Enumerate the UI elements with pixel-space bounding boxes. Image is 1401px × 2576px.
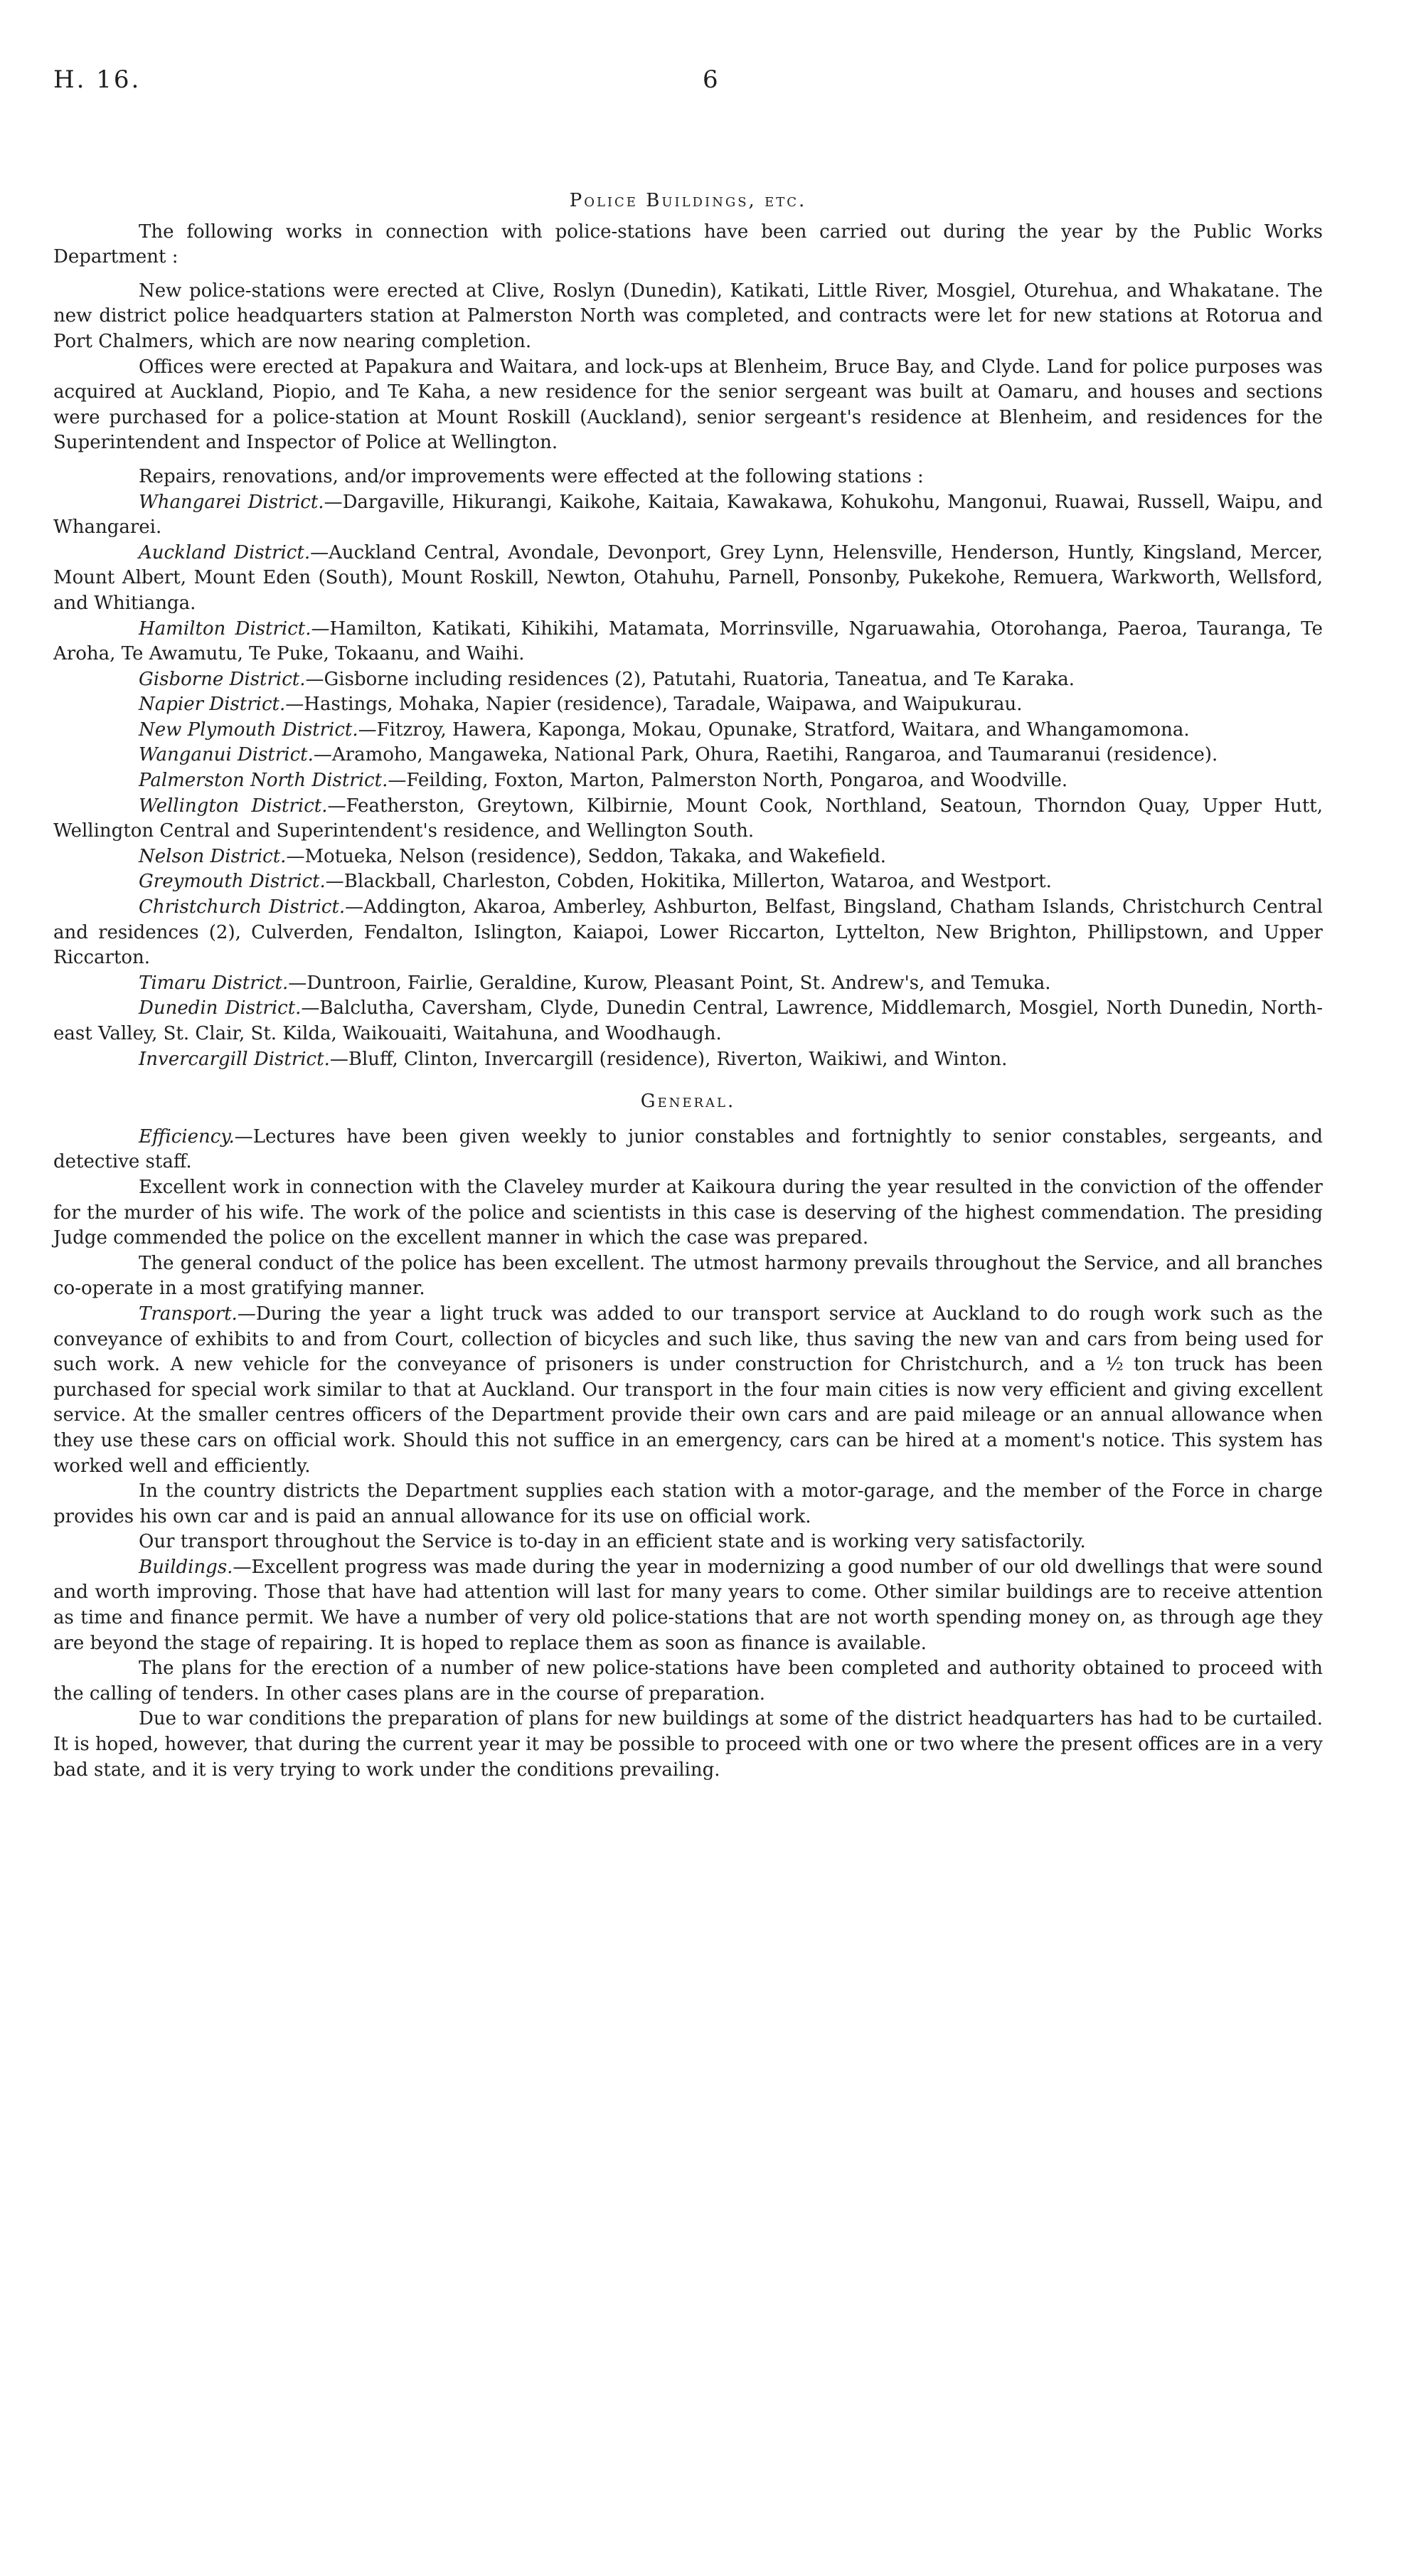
district-entry (53, 869, 1323, 895)
district-name: Invercargill District. (139, 1048, 330, 1070)
district-stations: —Fitzroy, Hawera, Kaponga, Mokau, Opunake, Stratford, Waitara, and Whangamomona. (358, 719, 1190, 741)
district-entry (53, 667, 1323, 693)
district-entry (53, 794, 1323, 844)
district-stations: —Duntroon, Fairlie, Geraldine, Kurow, Pleasant Point, St. Andrew's, and Temuka. (288, 972, 1051, 994)
section-heading-general: General. (640, 1091, 736, 1113)
paragraph-buildings (53, 1555, 1323, 1656)
district-name: Napier District. (139, 694, 286, 716)
paragraph-conduct: The general conduct of the police has been excellent. The utmost harmony prevails throughout the Service, and all branches co-operate in a most gratifying manner. (53, 1252, 1323, 1300)
district-entry (53, 617, 1323, 667)
district-entry (53, 768, 1323, 794)
district-name: Nelson District. (139, 845, 287, 867)
district-entry (53, 844, 1323, 870)
district-stations: —Hamilton, Katikati, Kihikihi, Matamata, Morrinsville, Ngaruawahia, Otorohanga, Paeroa, Tauranga, Te Aroha, Te Awamutu, Te Puke, Tokaanu, and Waihi. (53, 618, 1323, 665)
district-name: Palmerston North District. (139, 770, 388, 792)
district-stations: —Motueka, Nelson (residence), Seddon, Takaka, and Wakefield. (286, 845, 887, 867)
district-stations: —Blackball, Charleston, Cobden, Hokitika, Millerton, Wataroa, and Westport. (325, 871, 1052, 893)
district-name: Timaru District. (139, 972, 289, 994)
buildings-lead: Buildings. (139, 1556, 233, 1578)
district-list (53, 490, 1323, 1073)
page-number: 6 (703, 65, 718, 94)
paragraph-transport (53, 1302, 1323, 1479)
district-stations: —Featherston, Greytown, Kilbirnie, Mount Cook, Northland, Seatoun, Thorndon Quay, Upper Hutt, Wellington Central and Superintendent's residence, and Wellington South. (53, 795, 1323, 842)
district-name: Dunedin District. (139, 997, 302, 1019)
paragraph-country: In the country districts the Department supplies each station with a motor-garage, and the member of the Force in charge provides his own car and is paid an annual allowance for its use on official work. (53, 1480, 1323, 1527)
district-stations: —Feilding, Foxton, Marton, Palmerston North, Pongaroa, and Woodville. (388, 770, 1068, 792)
paragraph-repairs-intro: Repairs, renovations, and/or improvements were effected at the following stations : (139, 465, 924, 487)
district-stations: —Hastings, Mohaka, Napier (residence), Taradale, Waipawa, and Waipukurau. (285, 694, 1023, 716)
buildings-text: —Excellent progress was made during the year in modernizing a good number of our old dwellings that were sound and worth improving. Those that have had attention will last for many years to come. Other similar buildings are to receive attention as time and finance permit. We have a number of very old police-stations that are not worth spending money on, as through age they are beyond the stage of repairing. It is hoped to replace them as soon as finance is available. (53, 1556, 1323, 1654)
paragraph-efficiency (53, 1125, 1323, 1175)
paragraph-plans: The plans for the erection of a number of new police-stations have been completed and authority obtained to proceed with the calling of tenders. In other cases plans are in the course of preparation. (53, 1658, 1323, 1705)
district-entry (53, 692, 1323, 718)
district-stations: —Aramoho, Mangaweka, National Park, Ohura, Raetihi, Rangaroa, and Taumaranui (residence). (313, 744, 1218, 766)
district-entry (53, 718, 1323, 743)
district-entry (53, 1047, 1323, 1073)
section-heading-police-buildings: Police Buildings, etc. (569, 190, 807, 211)
paragraph-transport-state: Our transport throughout the Service is to-day in an efficient state and is working very satisfactorily. (139, 1531, 1086, 1553)
district-entry (53, 541, 1323, 617)
paragraph-war: Due to war conditions the preparation of plans for new buildings at some of the district headquarters has had to be curtailed. It is hoped, however, that during the current year it may be possible to proceed with one or two where the present offices are in a very bad state, and it is very trying to work under the conditions prevailing. (53, 1708, 1323, 1781)
district-stations: —Addington, Akaroa, Amberley, Ashburton, Belfast, Bingsland, Chatham Islands, Christchurch Central and residences (2), Culverden, Fendalton, Islington, Kaiapoi, Lower Riccarton, Lyttelton, New Brighton, Phillipstown, and Upper Riccarton. (53, 896, 1323, 969)
district-name: Whangarei District. (139, 491, 324, 513)
district-entry (53, 996, 1323, 1046)
efficiency-text: —Lectures have been given weekly to junior constables and fortnightly to senior constables, sergeants, and detective staff. (53, 1125, 1323, 1173)
district-entry (53, 971, 1323, 997)
district-stations: —Gisborne including residences (2), Patutahi, Ruatoria, Taneatua, and Te Karaka. (305, 668, 1075, 690)
district-stations: —Dargaville, Hikurangi, Kaikohe, Kaitaia, Kawakawa, Kohukohu, Mangonui, Ruawai, Russell, Waipu, and Whangarei. (53, 491, 1323, 539)
district-stations: —Auckland Central, Avondale, Devonport, Grey Lynn, Helensville, Henderson, Huntly, Kingsland, Mercer, Mount Albert, Mount Eden (South), Mount Roskill, Newton, Otahuhu, Parnell, Ponsonby, Pukekohe, Remuera, Warkworth, Wellsford, and Whitianga. (53, 541, 1323, 614)
district-name: Greymouth District. (139, 871, 326, 893)
district-stations: —Bluff, Clinton, Invercargill (residence), Riverton, Waikiwi, and Winton. (329, 1048, 1008, 1070)
district-entry (53, 743, 1323, 768)
paragraph-intro: The following works in connection with police-stations have been carried out during the year by the Public Works Department : (53, 221, 1323, 268)
paragraph-claveley: Excellent work in connection with the Claveley murder at Kaikoura during the year resulted in the conviction of the offender for the murder of his wife. The work of the police and scientists in this case is deserving of the highest commendation. The presiding Judge commended the police on the excellent manner in which the case was prepared. (53, 1176, 1323, 1249)
district-name: Wanganui District. (139, 744, 314, 766)
paragraph-new-stations: New police-stations were erected at Clive, Roslyn (Dunedin), Katikati, Little River, Mosgiel, Oturehua, and Whakatane. The new district police headquarters station at Palmerston North was completed, and contracts were let for new stations at Rotorua and Port Chalmers, which are now nearing completion. (53, 280, 1323, 352)
document-reference: H. 16. (53, 65, 142, 94)
transport-text: —During the year a light truck was added to our transport service at Auckland to do rough work such as the conveyance of exhibits to and from Court, collection of bicycles and such like, thus saving the new van and cars from being used for such work. A new vehicle for the conveyance of prisoners is under construction for Christchurch, and a ½ ton truck has been purchased for special work similar to that at Auckland. Our transport in the four main cities is now very efficient and giving excellent service. At the smaller centres officers of the Department provide their own cars and are paid mileage or an annual allowance when they use these cars on official work. Should this not suffice in an emergency, cars can be hired at a moment's notice. This system has worked well and efficiently. (53, 1303, 1323, 1477)
district-name: Hamilton District. (139, 618, 311, 640)
district-name: Christchurch District. (139, 896, 346, 918)
paragraph-offices: Offices were erected at Papakura and Waitara, and lock-ups at Blenheim, Bruce Bay, and Clyde. Land for police purposes was acquired at Auckland, Piopio, and Te Kaha, a new residence for the senior sergeant was built at Oamaru, and houses and sections were purchased for a police-station at Mount Roskill (Auckland), senior sergeant's residence at Blenheim, and residences for the Superintendent and Inspector of Police at Wellington. (53, 356, 1323, 454)
district-name: Wellington District. (139, 795, 328, 817)
district-entry (53, 895, 1323, 971)
district-name: Auckland District. (139, 541, 311, 563)
efficiency-lead: Efficiency. (139, 1125, 235, 1147)
transport-lead: Transport. (139, 1303, 238, 1325)
district-stations: —Balclutha, Caversham, Clyde, Dunedin Central, Lawrence, Middlemarch, Mosgiel, North Dunedin, North-east Valley, St. Clair, St. Kilda, Waikouaiti, Waitahuna, and Woodhaugh. (53, 997, 1323, 1044)
district-entry (53, 490, 1323, 541)
district-name: Gisborne District. (139, 668, 306, 690)
page-header (53, 65, 1323, 110)
district-name: New Plymouth District. (139, 719, 358, 741)
